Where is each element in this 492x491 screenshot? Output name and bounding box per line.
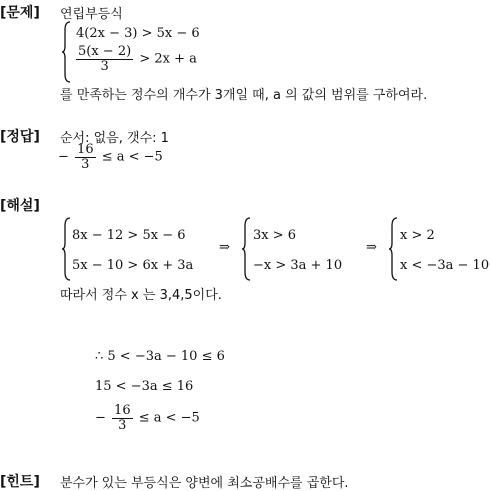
problem-brace-icon (62, 22, 72, 82)
solution-brace-1-icon (62, 218, 72, 280)
solution-brace-3-icon (389, 218, 399, 280)
problem-statement: 를 만족하는 정수의 개수가 3개일 때, a 의 값의 범위를 구하여라. (60, 88, 428, 103)
answer-fraction-numerator: 16 (77, 142, 94, 157)
problem-fraction-numerator: 5(x − 2) (78, 44, 132, 59)
solution-arrow-1: ⇒ (219, 240, 230, 255)
answer-line-1: 순서: 없음, 갯수: 1 (60, 131, 169, 146)
problem-system-line-2 (74, 45, 197, 73)
solution-col2-line2: −x > 3a + 10 (253, 258, 343, 273)
problem-tag: [문제] (0, 5, 40, 21)
solution-tag: [해설] (0, 198, 40, 214)
solution-col3-line2: x < −3a − 10 (400, 258, 490, 273)
solution-step-2: 15 < −3a ≤ 16 (95, 379, 194, 394)
hint-tag: [힌트] (0, 474, 40, 490)
solution-step-3 (95, 404, 200, 432)
problem-title: 연립부등식 (60, 7, 123, 22)
answer-fraction-denominator: 3 (81, 156, 90, 172)
solution-arrow-2: ⇒ (366, 240, 377, 255)
solution-brace-2-icon (242, 218, 252, 280)
solution-conclusion: 따라서 정수 x 는 3,4,5이다. (60, 288, 222, 303)
solution-step-3-fraction (112, 404, 133, 432)
problem-fraction-denominator: 3 (100, 58, 109, 74)
solution-step-3-sign: − (95, 410, 106, 426)
solution-col3-line1: x > 2 (400, 228, 435, 243)
answer-fraction (75, 143, 96, 171)
solution-step-1: ∴ 5 < −3a − 10 ≤ 6 (95, 349, 225, 364)
solution-step-3-denominator: 3 (118, 417, 127, 433)
solution-col1-line2: 5x − 10 > 6x + 3a (72, 258, 194, 273)
answer-line-2 (58, 143, 163, 171)
solution-col1-line1: 8x − 12 > 5x − 6 (72, 228, 186, 243)
answer-sign: − (58, 149, 69, 165)
answer-tag: [정답] (0, 129, 40, 145)
problem-system-line-1: 4(2x − 3) > 5x − 6 (76, 26, 200, 41)
solution-step-3-numerator: 16 (114, 403, 131, 418)
problem-system-line-2-rest: > 2x + a (139, 51, 197, 67)
problem-fraction (76, 45, 133, 73)
solution-col2-line1: 3x > 6 (253, 228, 297, 243)
solution-step-3-rest: ≤ a < −5 (138, 410, 200, 426)
answer-rest: ≤ a < −5 (101, 149, 163, 165)
hint-text: 분수가 있는 부등식은 양변에 최소공배수를 곱한다. (60, 476, 349, 491)
